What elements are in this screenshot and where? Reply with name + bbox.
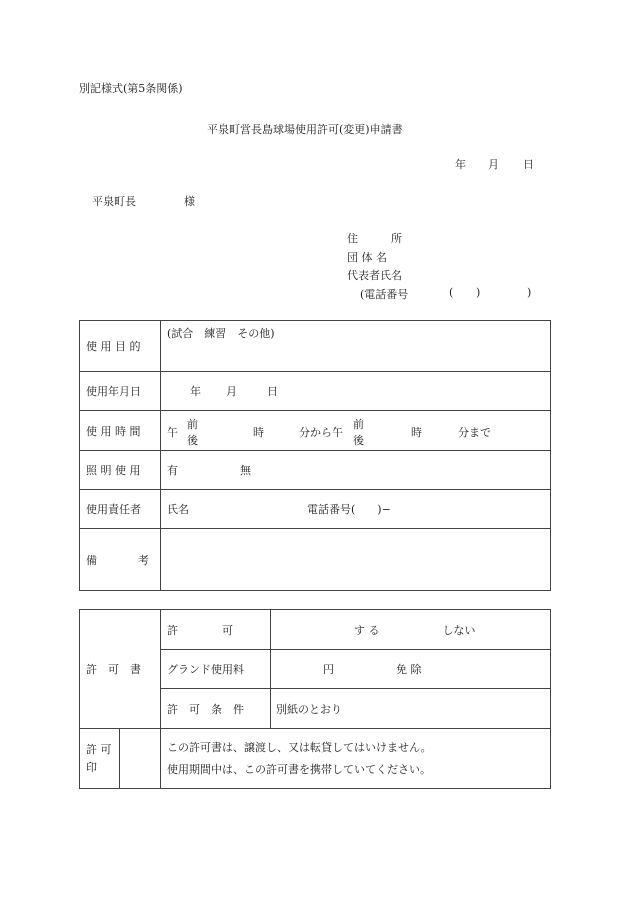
date-day-label: 日 [523,158,534,171]
time-from: 分から午 [299,425,343,439]
condition-value: 別紙のとおり [271,689,551,729]
document-title: 平泉町営長島球場使用許可(変更)申請書 [207,123,403,136]
stamp-label [80,729,120,789]
manager-row [80,490,551,529]
use-time-row [80,411,551,451]
manager-phone-label: 電話番号( )− [307,503,391,516]
use-time-field[interactable] [161,411,551,451]
form-reference: 別記様式(第5条関係) [79,82,183,95]
fee-exempt[interactable]: 免 除 [396,663,422,676]
use-date-label: 使用年月日 [80,372,161,411]
permit-not[interactable]: しない [442,623,476,637]
permit-note-1: この許可書は、譲渡し、又は転貸してはいけません。 [167,740,432,754]
use-time-label: 使 用 時 間 [80,411,161,451]
remarks-row [80,529,551,591]
stamp-box [120,729,161,789]
stamp-row [80,729,551,789]
permit-table [79,609,551,789]
stamp-label-line-2: 印 [86,760,97,774]
permit-do[interactable]: す る [354,623,380,637]
stamp-label-line-1: 許 可 [86,742,112,756]
time-pm-2: 後 [353,433,364,447]
fee-label: グランド使用料 [161,650,271,689]
use-date-month: 月 [226,385,237,398]
use-date-row [80,372,551,411]
applicant-phone-paren-close: ) [476,286,481,299]
permit-label: 許 可 [161,610,271,650]
time-am-2: 前 [353,417,364,431]
fee-yen: 円 [323,663,334,676]
time-until: 分まで [458,425,491,439]
time-hour-2: 時 [411,425,422,439]
lighting-field[interactable] [161,451,551,490]
purpose-row [80,321,551,372]
date-month-label: 月 [488,158,499,171]
applicant-phone-close: ) [527,286,532,299]
permit-row [80,610,551,650]
purpose-label: 使 用 目 的 [80,321,161,372]
applicant-rep-label: 代表者氏名 [347,269,402,282]
time-go-1: 午 [167,425,178,439]
permit-notes [161,729,551,789]
manager-label: 使用責任者 [80,490,161,529]
applicant-address-label: 住 所 [347,232,402,245]
fee-field[interactable] [271,650,551,689]
manager-name-label: 氏名 [167,503,189,516]
manager-field[interactable] [161,490,551,529]
recipient-name: 平泉町長 [92,195,136,208]
permit-decision-field[interactable] [271,610,551,650]
applicant-group-label: 団 体 名 [347,251,387,264]
lighting-yes[interactable]: 有 [167,464,178,477]
applicant-phone-label: (電話番号 [360,288,409,301]
purpose-options[interactable]: (試合 練習 その他) [161,321,551,372]
application-table [79,320,551,591]
time-am-1: 前 [187,417,198,431]
remarks-field[interactable] [161,529,551,591]
condition-label: 許 可 条 件 [161,689,271,729]
lighting-label: 照 明 使 用 [80,451,161,490]
time-hour-1: 時 [253,425,264,439]
lighting-no[interactable]: 無 [240,464,251,477]
lighting-row [80,451,551,490]
remarks-label [80,529,161,591]
permit-note-2: 使用期間中は、この許可書を携帯していてください。 [167,762,431,776]
applicant-phone-paren-open: ( [449,286,454,299]
time-pm-1: 後 [187,433,198,447]
use-date-field[interactable] [161,372,551,411]
use-date-day: 日 [267,385,278,398]
recipient-honorific: 様 [184,195,195,208]
remarks-label-text: 備 考 [86,553,151,567]
permit-section-label: 許 可 書 [80,610,161,729]
date-year-label: 年 [455,158,466,171]
use-date-year: 年 [190,385,201,398]
